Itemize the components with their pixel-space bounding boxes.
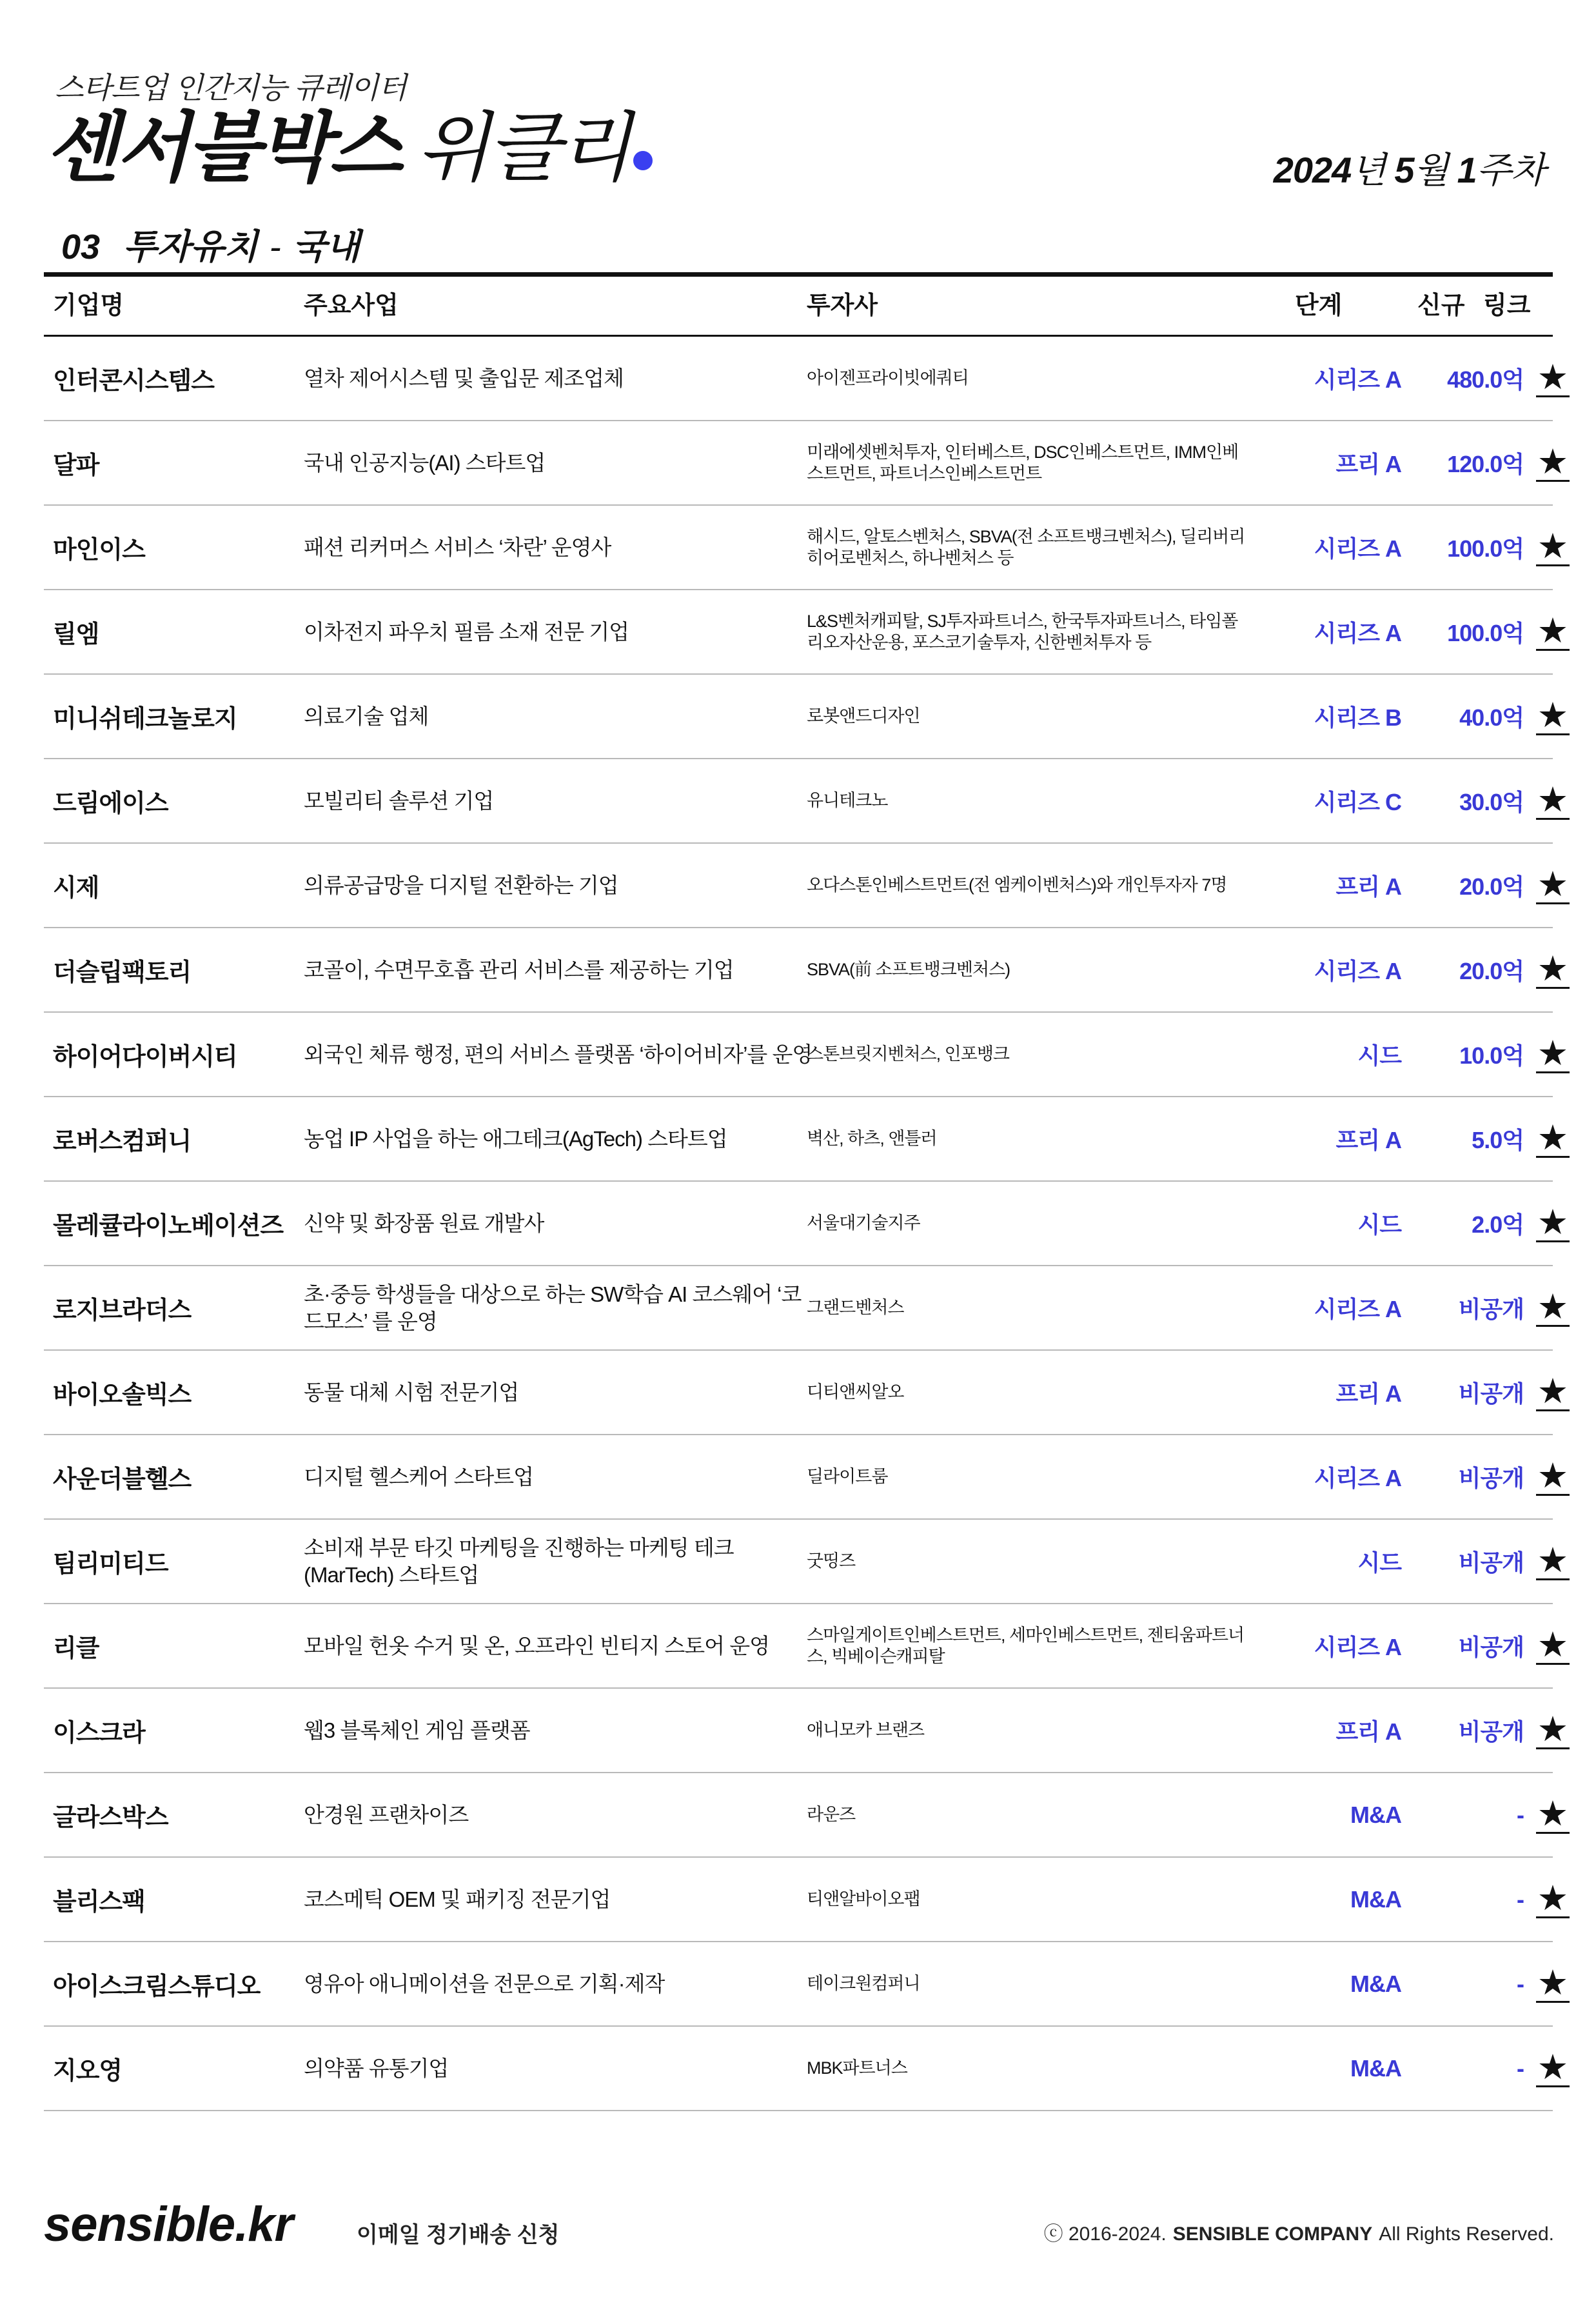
star-link-icon[interactable]: ★ bbox=[1537, 611, 1569, 650]
investment-stage: 시리즈 B bbox=[1314, 704, 1401, 731]
investor-list: 미래에셋벤처투자, 인터베스트, DSC인베스트먼트, IMM인베스트먼트, 파트너스인베스트먼트 bbox=[807, 442, 1239, 483]
investment-stage: 시드 bbox=[1357, 1211, 1401, 1238]
copyright bbox=[1044, 2218, 1554, 2246]
section-name: 투자유치 bbox=[123, 228, 258, 266]
star-link-icon[interactable]: ★ bbox=[1537, 358, 1569, 397]
company-name: 블리스팩 bbox=[53, 1889, 145, 1916]
table-row bbox=[44, 506, 1569, 590]
investment-stage: 시리즈 A bbox=[1314, 620, 1401, 646]
title-brand: 센서블박스 bbox=[45, 106, 400, 191]
star-link-icon[interactable]: ★ bbox=[1537, 527, 1569, 566]
header-amount: 신규 bbox=[1417, 292, 1465, 319]
title-dot-icon bbox=[633, 151, 653, 170]
table-row bbox=[44, 1689, 1569, 1773]
link-cell bbox=[1530, 506, 1575, 589]
link-cell bbox=[1530, 844, 1575, 927]
company-name: 팀리미티드 bbox=[53, 1551, 168, 1578]
link-cell bbox=[1530, 1351, 1575, 1434]
investment-amount: 2.0억 bbox=[1472, 1211, 1524, 1238]
investment-stage: 시드 bbox=[1357, 1549, 1401, 1576]
investment-stage: M&A bbox=[1350, 1885, 1401, 1913]
link-cell bbox=[1530, 759, 1575, 842]
table-row bbox=[44, 590, 1569, 675]
star-link-icon[interactable]: ★ bbox=[1537, 1118, 1569, 1157]
investment-stage: 프리 A bbox=[1335, 1127, 1401, 1153]
business-description: 신약 및 화장품 원료 개발사 bbox=[304, 1211, 544, 1235]
investment-stage: 시리즈 A bbox=[1314, 535, 1401, 562]
table-row bbox=[44, 1604, 1569, 1689]
issue-year-unit: 년 bbox=[1351, 150, 1386, 190]
company-name: 로지브라더스 bbox=[53, 1297, 192, 1324]
link-cell bbox=[1530, 1942, 1575, 2025]
table-body bbox=[44, 337, 1569, 2111]
table-row bbox=[44, 675, 1569, 759]
company-name: 아이스크림스튜디오 bbox=[53, 1973, 261, 2000]
table-row bbox=[44, 1858, 1569, 1942]
star-link-icon[interactable]: ★ bbox=[1537, 1625, 1569, 1664]
header-business: 주요사업 bbox=[304, 292, 399, 319]
table-row bbox=[44, 337, 1569, 421]
star-link-icon[interactable]: ★ bbox=[1537, 442, 1569, 481]
company-name: 더슬립팩토리 bbox=[53, 959, 192, 986]
business-description: 웹3 블록체인 게임 플랫폼 bbox=[304, 1718, 530, 1742]
company-name: 글라스박스 bbox=[53, 1804, 168, 1831]
investment-amount: 40.0억 bbox=[1459, 704, 1524, 731]
investment-stage: 프리 A bbox=[1335, 873, 1401, 900]
business-description: 열차 제어시스템 및 출입문 제조업체 bbox=[304, 366, 624, 390]
investor-list: 로봇앤드디자인 bbox=[807, 706, 920, 726]
issue-week-unit: 주차 bbox=[1476, 150, 1545, 190]
table-row bbox=[44, 1351, 1569, 1435]
business-description: 농업 IP 사업을 하는 애그테크(AgTech) 스타트업 bbox=[304, 1126, 727, 1151]
investor-list: L&S벤처캐피탈, SJ투자파트너스, 한국투자파트너스, 타임폴리오자산운용, 포스코기술투자, 신한벤처투자 등 bbox=[807, 611, 1238, 652]
company-name: 몰레큘라이노베이션즈 bbox=[53, 1213, 284, 1240]
investor-list: 서울대기술지주 bbox=[807, 1213, 920, 1233]
investment-table bbox=[44, 272, 1569, 2111]
table-row bbox=[44, 1520, 1569, 1604]
issue-month-unit: 월 bbox=[1414, 150, 1448, 190]
link-cell bbox=[1530, 1266, 1575, 1349]
business-description: 모빌리티 솔루션 기업 bbox=[304, 788, 494, 813]
investment-stage: 시리즈 A bbox=[1314, 1296, 1401, 1322]
link-cell bbox=[1530, 337, 1575, 420]
star-link-icon[interactable]: ★ bbox=[1537, 1710, 1569, 1749]
investor-list: 테이크원컴퍼니 bbox=[807, 1974, 920, 1993]
title-weekly: 위클리 bbox=[416, 106, 629, 191]
investor-list: 해시드, 알토스벤처스, SBVA(전 소프트뱅크벤처스), 딜리버리히어로벤처스, 하나벤처스 등 bbox=[807, 526, 1245, 568]
header-subtitle: 스타트업 인간지능 큐레이터 bbox=[55, 71, 406, 104]
table-row bbox=[44, 759, 1569, 844]
link-cell bbox=[1530, 1604, 1575, 1687]
company-name: 달파 bbox=[53, 452, 99, 479]
investor-list: MBK파트너스 bbox=[807, 2058, 907, 2078]
table-row bbox=[44, 844, 1569, 928]
star-link-icon[interactable]: ★ bbox=[1537, 1794, 1569, 1833]
header-company: 기업명 bbox=[53, 292, 124, 319]
investment-amount: 비공개 bbox=[1458, 1549, 1524, 1576]
header-link: 링크 bbox=[1483, 292, 1531, 319]
link-cell bbox=[1530, 1435, 1575, 1518]
section-title bbox=[61, 219, 360, 269]
company-name: 이스크라 bbox=[53, 1720, 145, 1747]
investment-stage: 프리 A bbox=[1335, 1380, 1401, 1407]
business-description: 소비재 부문 타깃 마케팅을 진행하는 마케팅 테크(MarTech) 스타트업 bbox=[304, 1535, 734, 1587]
business-description: 안경원 프랜차이즈 bbox=[304, 1802, 469, 1827]
link-cell bbox=[1530, 1013, 1575, 1096]
copyright-company: SENSIBLE COMPANY bbox=[1172, 2223, 1373, 2245]
business-description: 코골이, 수면무호흡 관리 서비스를 제공하는 기업 bbox=[304, 957, 734, 982]
issue-month: 5 bbox=[1394, 150, 1414, 190]
issue-week: 1 bbox=[1457, 150, 1477, 190]
star-link-icon[interactable]: ★ bbox=[1537, 1541, 1569, 1580]
star-link-icon[interactable]: ★ bbox=[1537, 2048, 1569, 2087]
business-description: 의류공급망을 디지털 전환하는 기업 bbox=[304, 873, 618, 897]
business-description: 모바일 헌옷 수거 및 온, 오프라인 빈티지 스토어 운영 bbox=[304, 1633, 769, 1658]
subscribe-link[interactable]: 이메일 정기배송 신청 bbox=[357, 2223, 560, 2247]
company-name: 드림에이스 bbox=[53, 790, 168, 817]
business-description: 초·중등 학생들을 대상으로 하는 SW학습 AI 코스웨어 ‘코드모스’ 를 운영 bbox=[304, 1282, 802, 1333]
investment-stage: M&A bbox=[1350, 1801, 1401, 1828]
investment-stage: 시리즈 A bbox=[1314, 1634, 1401, 1660]
table-row bbox=[44, 928, 1569, 1013]
star-link-icon[interactable]: ★ bbox=[1537, 696, 1569, 735]
link-cell bbox=[1530, 590, 1575, 673]
investment-stage: M&A bbox=[1350, 2054, 1401, 2082]
investor-list: 딜라이트룸 bbox=[807, 1467, 888, 1486]
link-cell bbox=[1530, 675, 1575, 758]
business-description: 의료기술 업체 bbox=[304, 704, 429, 728]
link-cell bbox=[1530, 1182, 1575, 1265]
company-name: 미니쉬테크놀로지 bbox=[53, 706, 237, 733]
star-link-icon[interactable]: ★ bbox=[1537, 1034, 1569, 1073]
company-name: 릴엠 bbox=[53, 621, 99, 648]
company-name: 사운더블헬스 bbox=[53, 1466, 192, 1493]
section-separator: - bbox=[269, 228, 281, 266]
company-name: 인터콘시스템스 bbox=[53, 368, 214, 395]
investment-amount: 100.0억 bbox=[1447, 535, 1524, 562]
investor-list: SBVA(前 소프트뱅크벤처스) bbox=[807, 960, 1010, 979]
link-cell bbox=[1530, 1773, 1575, 1856]
business-description: 패션 리커머스 서비스 ‘차란’ 운영사 bbox=[304, 535, 611, 559]
star-link-icon[interactable]: ★ bbox=[1537, 1456, 1569, 1495]
business-description: 코스메틱 OEM 및 패키징 전문기업 bbox=[304, 1887, 611, 1911]
investment-stage: 시드 bbox=[1357, 1042, 1401, 1069]
investor-list: 디티앤씨알오 bbox=[807, 1382, 904, 1402]
table-row bbox=[44, 1013, 1569, 1097]
investor-list: 벽산, 하츠, 앤틀러 bbox=[807, 1129, 937, 1148]
company-name: 시제 bbox=[53, 875, 99, 902]
investor-list: 스톤브릿지벤처스, 인포뱅크 bbox=[807, 1044, 1009, 1064]
investment-amount: 100.0억 bbox=[1447, 620, 1524, 646]
investment-amount: 480.0억 bbox=[1447, 366, 1524, 393]
investment-stage: M&A bbox=[1350, 1970, 1401, 1997]
link-cell bbox=[1530, 421, 1575, 504]
investor-list: 애니모카 브랜즈 bbox=[807, 1720, 925, 1740]
star-link-icon[interactable]: ★ bbox=[1537, 865, 1569, 904]
business-description: 영유아 애니메이션을 전문으로 기획·제작 bbox=[304, 1971, 665, 1996]
table-header bbox=[44, 277, 1553, 337]
investment-amount: 20.0억 bbox=[1459, 958, 1524, 984]
table-row bbox=[44, 1435, 1569, 1520]
link-cell bbox=[1530, 1097, 1575, 1180]
investor-list: 티앤알바이오팹 bbox=[807, 1889, 920, 1909]
link-cell bbox=[1530, 1858, 1575, 1941]
investment-amount: 비공개 bbox=[1458, 1718, 1524, 1745]
investment-amount: 비공개 bbox=[1458, 1634, 1524, 1660]
investor-list: 유니테크노 bbox=[807, 791, 888, 810]
company-name: 마인이스 bbox=[53, 537, 145, 564]
investment-amount: - bbox=[1517, 1885, 1524, 1913]
table-row bbox=[44, 1266, 1569, 1351]
copyright-prefix: ⓒ 2016-2024. bbox=[1043, 2223, 1167, 2245]
business-description: 동물 대체 시험 전문기업 bbox=[304, 1380, 519, 1404]
investment-stage: 시리즈 A bbox=[1314, 1465, 1401, 1491]
star-link-icon[interactable]: ★ bbox=[1537, 1372, 1569, 1411]
company-name: 바이오솔빅스 bbox=[53, 1382, 192, 1409]
business-description: 국내 인공지능(AI) 스타트업 bbox=[304, 450, 546, 475]
star-link-icon[interactable]: ★ bbox=[1537, 1879, 1569, 1918]
table-row bbox=[44, 1773, 1569, 1858]
section-number: 03 bbox=[61, 228, 101, 266]
business-description: 의약품 유통기업 bbox=[304, 2056, 449, 2080]
investor-list: 아이젠프라이빗에쿼티 bbox=[807, 368, 969, 388]
star-link-icon[interactable]: ★ bbox=[1537, 1963, 1569, 2002]
investor-list: 그랜드벤처스 bbox=[807, 1298, 904, 1317]
business-description: 디지털 헬스케어 스타트업 bbox=[304, 1464, 533, 1489]
link-cell bbox=[1530, 1689, 1575, 1772]
investment-amount: 20.0억 bbox=[1459, 873, 1524, 900]
table-row bbox=[44, 1097, 1569, 1182]
investment-amount: - bbox=[1517, 2054, 1524, 2082]
investment-amount: - bbox=[1517, 1970, 1524, 1997]
copyright-rights: All Rights Reserved. bbox=[1379, 2223, 1554, 2245]
investment-amount: 30.0억 bbox=[1459, 789, 1524, 815]
investment-amount: 비공개 bbox=[1458, 1465, 1524, 1491]
investment-amount: 비공개 bbox=[1458, 1380, 1524, 1407]
investment-stage: 프리 A bbox=[1335, 1718, 1401, 1745]
investment-stage: 프리 A bbox=[1335, 451, 1401, 477]
investment-amount: 120.0억 bbox=[1447, 451, 1524, 477]
investment-amount: 5.0억 bbox=[1472, 1127, 1524, 1153]
investor-list: 오다스톤인베스트먼트(전 엠케이벤처스)와 개인투자자 7명 bbox=[807, 875, 1227, 895]
header-stage: 단계 bbox=[1295, 292, 1343, 319]
header-investor: 투자사 bbox=[807, 292, 878, 319]
star-link-icon[interactable]: ★ bbox=[1537, 949, 1569, 988]
business-description: 이차전지 파우치 필름 소재 전문 기업 bbox=[304, 619, 629, 644]
investment-stage: 시리즈 C bbox=[1314, 789, 1401, 815]
company-name: 지오영 bbox=[53, 2058, 123, 2085]
table-row bbox=[44, 1182, 1569, 1266]
investment-stage: 시리즈 A bbox=[1314, 958, 1401, 984]
investment-amount: 비공개 bbox=[1458, 1296, 1524, 1322]
table-row bbox=[44, 2027, 1569, 2111]
star-link-icon[interactable]: ★ bbox=[1537, 780, 1569, 819]
investment-stage: 시리즈 A bbox=[1314, 366, 1401, 393]
investor-list: 라운즈 bbox=[807, 1805, 856, 1824]
investor-list: 굿띵즈 bbox=[807, 1551, 856, 1571]
link-cell bbox=[1530, 1520, 1575, 1603]
table-row bbox=[44, 421, 1569, 506]
link-cell bbox=[1530, 928, 1575, 1011]
company-name: 로버스컴퍼니 bbox=[53, 1128, 192, 1155]
investor-list: 스마일게이트인베스트먼트, 세마인베스트먼트, 젠티움파트너스, 빅베이슨캐피탈 bbox=[807, 1625, 1245, 1666]
newsletter-title bbox=[45, 106, 653, 190]
link-cell bbox=[1530, 2027, 1575, 2110]
company-name: 리클 bbox=[53, 1635, 99, 1662]
business-description: 외국인 체류 행정, 편의 서비스 플랫폼 ‘하이어비자’를 운영 bbox=[304, 1042, 813, 1066]
issue-year: 2024 bbox=[1273, 150, 1352, 190]
footer-logo[interactable]: sensible.kr bbox=[44, 2197, 293, 2252]
investment-amount: - bbox=[1517, 1801, 1524, 1828]
star-link-icon[interactable]: ★ bbox=[1537, 1203, 1569, 1242]
section-subtitle: 국내 bbox=[292, 228, 360, 266]
company-name: 하이어다이버시티 bbox=[53, 1044, 237, 1071]
star-link-icon[interactable]: ★ bbox=[1537, 1287, 1569, 1326]
table-row bbox=[44, 1942, 1569, 2027]
issue-date bbox=[1274, 142, 1554, 194]
investment-amount: 10.0억 bbox=[1459, 1042, 1524, 1069]
